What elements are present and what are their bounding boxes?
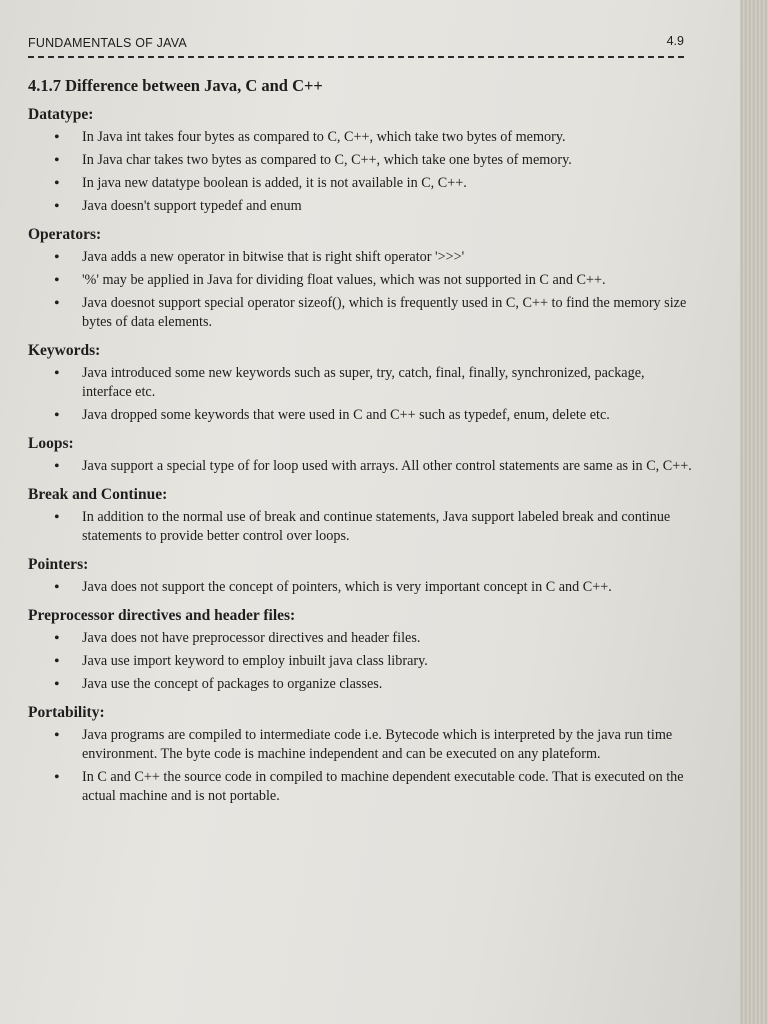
bullet-item: • Java doesnot support special operator sizeof(), which is frequently used in C, C++ to find the memory size bytes of data elements. xyxy=(28,294,692,332)
subsection-heading: Operators: xyxy=(28,226,102,243)
book-title: FUNDAMENTALS OF JAVA xyxy=(28,36,187,50)
bullet-item: • Java does not support the concept of pointers, which is very important concept in C and C++. xyxy=(28,578,692,597)
subsection-heading: Keywords: xyxy=(28,342,101,359)
bullet-item: • In addition to the normal use of break and continue statements, Java support labeled break and continue statements to provide better control over loops. xyxy=(28,508,692,546)
bullet-item: • In Java char takes two bytes as compared to C, C++, which take one bytes of memory. xyxy=(28,151,692,170)
bullet-item: • Java use import keyword to employ inbuilt java class library. xyxy=(28,652,692,671)
subsection-heading: Loops: xyxy=(28,435,74,452)
bullet-item: • Java dropped some keywords that were used in C and C++ such as typedef, enum, delete etc. xyxy=(28,406,692,425)
bullet-list xyxy=(28,364,692,425)
header-divider xyxy=(28,56,684,58)
bullet-item: • Java does not have preprocessor directives and header files. xyxy=(28,629,692,648)
subsection-heading: Break and Continue: xyxy=(28,486,168,503)
bullet-item: • In Java int takes four bytes as compared to C, C++, which take two bytes of memory. xyxy=(28,128,692,147)
bullet-list xyxy=(28,629,692,694)
bullet-list xyxy=(28,726,692,806)
subsection-heading: Pointers: xyxy=(28,556,89,573)
sections-container xyxy=(28,106,692,806)
bullet-list xyxy=(28,578,692,597)
bullet-item: • Java introduced some new keywords such as super, try, catch, final, finally, synchronized, package, interface etc. xyxy=(28,364,692,402)
bullet-item: • Java adds a new operator in bitwise that is right shift operator '>>>' xyxy=(28,248,692,267)
bullet-list xyxy=(28,457,692,476)
page-header xyxy=(28,34,684,56)
page-stack-edge xyxy=(740,0,768,1024)
section-title: 4.1.7 Difference between Java, C and C++ xyxy=(28,76,323,95)
bullet-item: • Java use the concept of packages to organize classes. xyxy=(28,675,692,694)
bullet-item: • Java support a special type of for loop used with arrays. All other control statements are same as in C, C++. xyxy=(28,457,692,476)
subsection-heading: Datatype: xyxy=(28,106,94,123)
bullet-item: • In java new datatype boolean is added, it is not available in C, C++. xyxy=(28,174,692,193)
bullet-item: • Java programs are compiled to intermediate code i.e. Bytecode which is interpreted by the java run time environment. The byte code is machine independent and can be executed on any plateform. xyxy=(28,726,692,764)
page-number: 4.9 xyxy=(666,34,684,48)
bullet-list xyxy=(28,248,692,332)
bullet-list xyxy=(28,128,692,216)
page-content xyxy=(28,76,692,810)
bullet-list xyxy=(28,508,692,546)
bullet-item: • In C and C++ the source code in compiled to machine dependent executable code. That is executed on the actual machine and is not portable. xyxy=(28,768,692,806)
bullet-item: • '%' may be applied in Java for dividing float values, which was not supported in C and C++. xyxy=(28,271,692,290)
subsection-heading: Preprocessor directives and header files: xyxy=(28,607,296,624)
bullet-item: • Java doesn't support typedef and enum xyxy=(28,197,692,216)
subsection-heading: Portability: xyxy=(28,704,105,721)
